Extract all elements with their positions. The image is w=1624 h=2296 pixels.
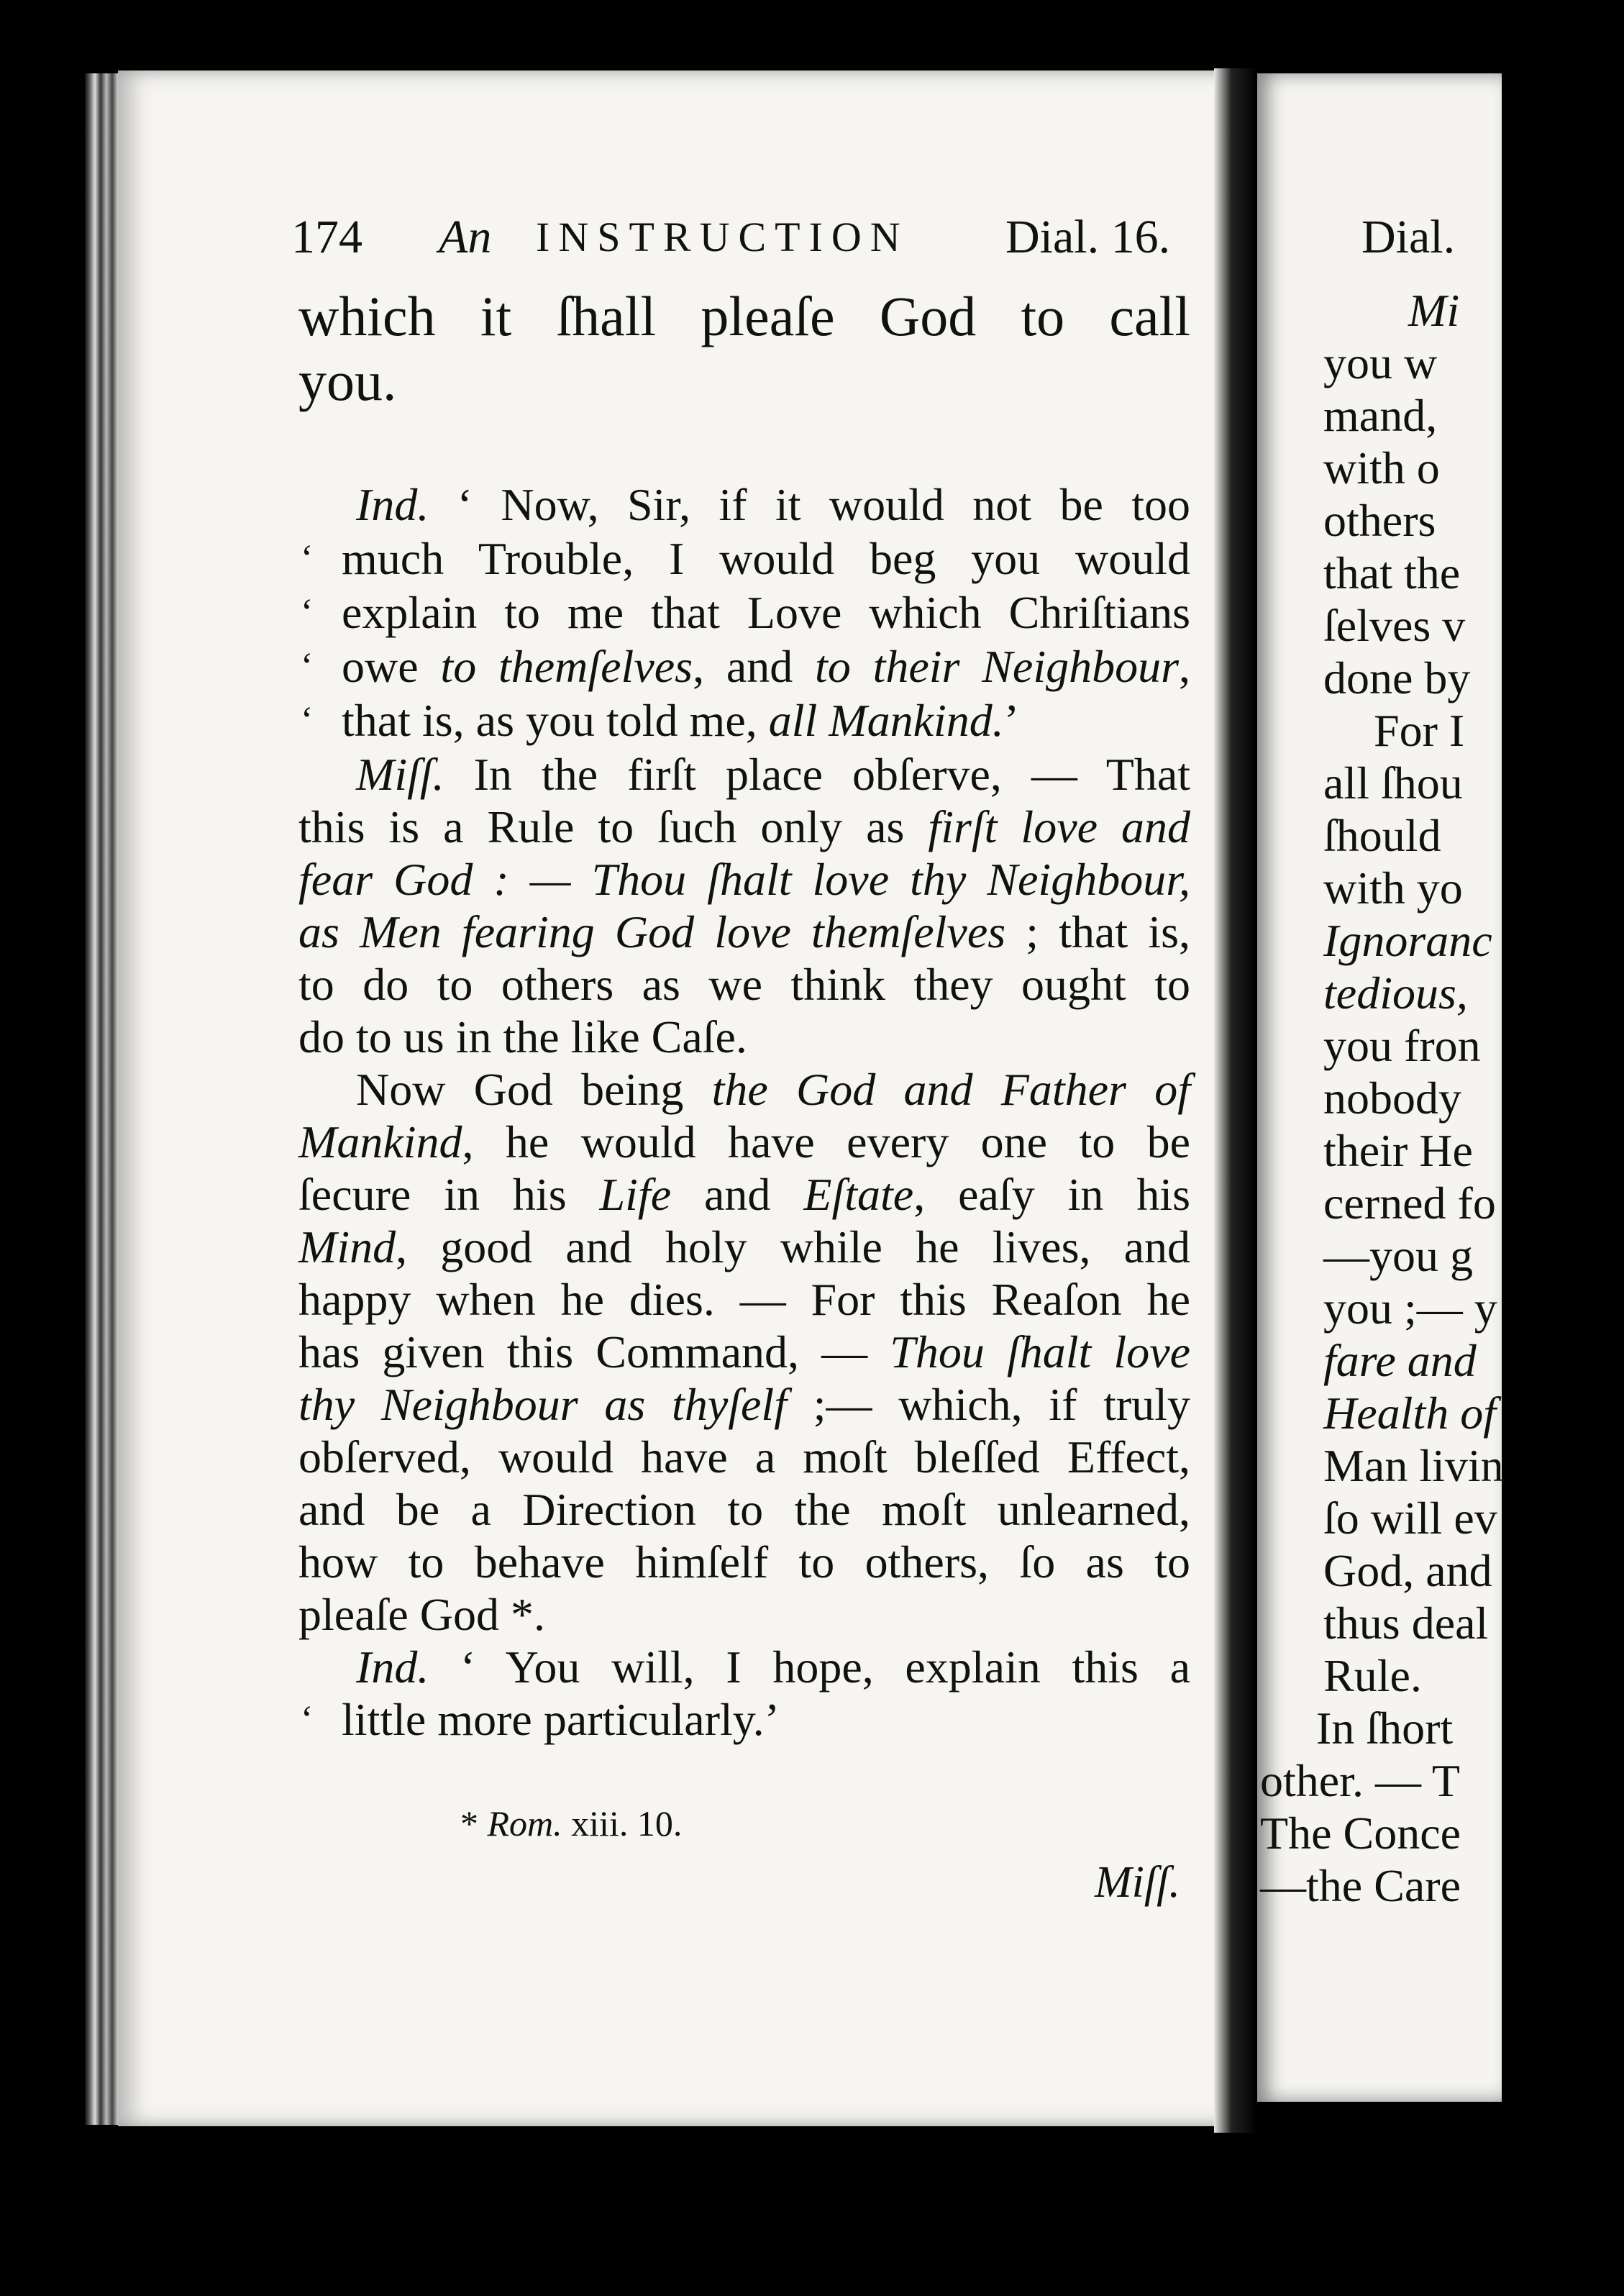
text-line: [298, 349, 1190, 414]
right-text-fragment: with yo: [1323, 862, 1463, 914]
right-text-fragment: cerned fo: [1323, 1177, 1496, 1229]
text-line: [298, 1116, 1190, 1169]
text-line: [298, 284, 1190, 349]
text-line: [298, 906, 1190, 959]
footnote-book: Rom.: [487, 1803, 562, 1844]
text-line: [298, 1536, 1190, 1589]
roman-text: , and: [693, 641, 816, 692]
roman-text: ‘ You will, I hope, explain this a: [429, 1641, 1190, 1693]
text-line: [356, 1063, 1190, 1116]
italic-text: fear God : — Thou ſhalt love thy Neighbour,: [298, 854, 1190, 905]
roman-text: which it ſhall pleaſe God to call: [298, 285, 1190, 347]
roman-text: that is, as you told me,: [342, 695, 769, 746]
right-text-fragment: mand,: [1323, 390, 1438, 441]
roman-text: much Trouble, I would beg you would: [342, 533, 1190, 584]
right-text-fragment: done by: [1323, 652, 1471, 703]
text-line: [342, 1693, 1190, 1746]
text-line: [298, 853, 1190, 906]
quotation-mark: ‘: [301, 1699, 314, 1740]
roman-text: ,: [1179, 641, 1191, 692]
roman-text: ‘ Now, Sir, if it would not be too: [429, 479, 1190, 530]
text-line: [356, 748, 1190, 801]
italic-text: firſt love and: [928, 801, 1191, 852]
running-title-article: An: [439, 211, 492, 263]
right-text-fragment: other. — T: [1260, 1755, 1460, 1806]
right-text-fragment: tedious,: [1323, 967, 1468, 1019]
text-line: [298, 1588, 1190, 1641]
right-text-fragment: Mi: [1408, 285, 1460, 336]
text-line: [298, 958, 1190, 1011]
footnote: [460, 1798, 682, 1849]
text-line: [298, 1431, 1190, 1484]
right-text-fragment: —the Care: [1260, 1860, 1461, 1911]
right-text-fragment: nobody: [1323, 1072, 1461, 1124]
text-line: [342, 532, 1190, 586]
roman-text: to do to others as we think they ought to: [298, 959, 1190, 1010]
roman-text: do to us in the like Caſe.: [298, 1011, 747, 1062]
right-text-fragment: others: [1323, 495, 1436, 546]
right-text-fragment: you w: [1323, 337, 1438, 388]
roman-text: happy when he dies. — For this Reaſon he: [298, 1274, 1190, 1325]
italic-text: the God and Father of: [711, 1064, 1191, 1115]
roman-text: this is a Rule to ſuch only as: [298, 801, 929, 852]
italic-text: to their Neighbour: [815, 641, 1180, 692]
right-text-fragment: Rule.: [1323, 1650, 1422, 1701]
text-line: [298, 801, 1190, 854]
right-text-fragment: God, and: [1323, 1545, 1492, 1596]
italic-text: Eſtate: [803, 1169, 914, 1220]
roman-text: owe: [342, 641, 441, 692]
right-text-fragment: ſhould: [1323, 810, 1441, 861]
roman-text: you.: [298, 350, 397, 412]
quotation-mark: ‘: [301, 592, 314, 633]
right-text-fragment: —you g: [1323, 1230, 1473, 1281]
quotation-mark: ‘: [301, 700, 314, 741]
roman-text: ;— which, if truly: [786, 1379, 1190, 1430]
running-title: INSTRUCTION: [536, 214, 909, 260]
quotation-mark: ‘: [301, 538, 314, 579]
right-page-header-fragment: Dial.: [1361, 211, 1456, 263]
italic-text: Ind.: [356, 479, 429, 530]
roman-text: ’: [1003, 695, 1020, 746]
italic-text: Mankind: [298, 1116, 462, 1167]
italic-text: thy Neighbour as thyſelf: [298, 1379, 787, 1430]
italic-text: as Men fearing God love themſelves: [298, 906, 1006, 957]
text-line: [298, 1273, 1190, 1326]
roman-text: and be a Direction to the moſt unlearned,: [298, 1484, 1190, 1535]
roman-text: , eaſy in his: [913, 1169, 1191, 1220]
italic-text: all Mankind.: [768, 695, 1004, 746]
roman-text: ſecure in his: [298, 1169, 600, 1220]
right-text-fragment: Health of: [1323, 1388, 1496, 1439]
italic-text: Miſſ.: [356, 749, 444, 800]
dialogue-number: Dial. 16.: [1005, 211, 1171, 263]
text-line: [342, 586, 1190, 639]
roman-text: little more particularly.’: [342, 1694, 780, 1745]
right-text-fragment: The Conce: [1260, 1808, 1461, 1859]
right-text-fragment: fare and: [1323, 1335, 1477, 1386]
text-line: [298, 1221, 1190, 1274]
text-line: [298, 1168, 1190, 1221]
right-text-fragment: Ignoranc: [1323, 915, 1492, 966]
right-text-fragment: you fron: [1323, 1020, 1481, 1071]
roman-text: explain to me that Love which Chriſtians: [342, 587, 1190, 638]
roman-text: obſerved, would have a moſt bleſſed Effect,: [298, 1431, 1190, 1482]
roman-text: has given this Command, —: [298, 1326, 890, 1377]
italic-text: Thou ſhalt love: [890, 1326, 1191, 1377]
roman-text: Now God being: [356, 1064, 712, 1115]
text-line: [342, 694, 1190, 747]
right-text-fragment: that the: [1323, 547, 1461, 598]
right-text-fragment: with o: [1323, 442, 1440, 493]
right-text-fragment: all ſhou: [1323, 757, 1463, 808]
roman-text: ; that is,: [1005, 906, 1191, 957]
catchword: Miſſ.: [1095, 1858, 1180, 1907]
book-gutter: [1214, 68, 1257, 2133]
right-text-fragment: ſelves v: [1323, 600, 1466, 651]
text-line: [342, 640, 1190, 693]
text-line: [298, 1326, 1190, 1379]
footnote-reference: xiii. 10.: [562, 1803, 683, 1844]
book-binding-edge: [85, 73, 122, 2125]
roman-text: how to behave himſelf to others, ſo as to: [298, 1536, 1190, 1587]
footnote-mark: *: [460, 1803, 478, 1844]
roman-text: , he would have every one to be: [462, 1116, 1190, 1167]
roman-text: In the firſt place obſerve, — That: [444, 749, 1190, 800]
right-text-fragment: ſo will ev: [1323, 1493, 1497, 1544]
text-line: [356, 478, 1190, 532]
right-text-fragment: thus deal: [1323, 1598, 1489, 1649]
right-text-fragment: In ſhort: [1316, 1703, 1454, 1754]
right-text-fragment: For I: [1374, 705, 1465, 756]
text-line: [356, 1641, 1190, 1694]
text-line: [298, 1378, 1190, 1431]
text-line: [298, 1483, 1190, 1536]
page-number: 174: [291, 211, 362, 263]
roman-text: , good and holy while he lives, and: [396, 1221, 1190, 1272]
text-line: [298, 1011, 1190, 1064]
italic-text: Life: [599, 1169, 672, 1220]
roman-text: pleaſe God *.: [298, 1589, 545, 1640]
italic-text: to themſelves: [440, 641, 693, 692]
roman-text: and: [671, 1169, 804, 1220]
quotation-mark: ‘: [301, 646, 314, 687]
right-text-fragment: their He: [1323, 1125, 1473, 1176]
italic-text: Ind.: [356, 1641, 429, 1693]
right-text-fragment: Man livin: [1323, 1440, 1504, 1491]
italic-text: Mind: [298, 1221, 396, 1272]
right-text-fragment: you ;— y: [1323, 1283, 1497, 1334]
